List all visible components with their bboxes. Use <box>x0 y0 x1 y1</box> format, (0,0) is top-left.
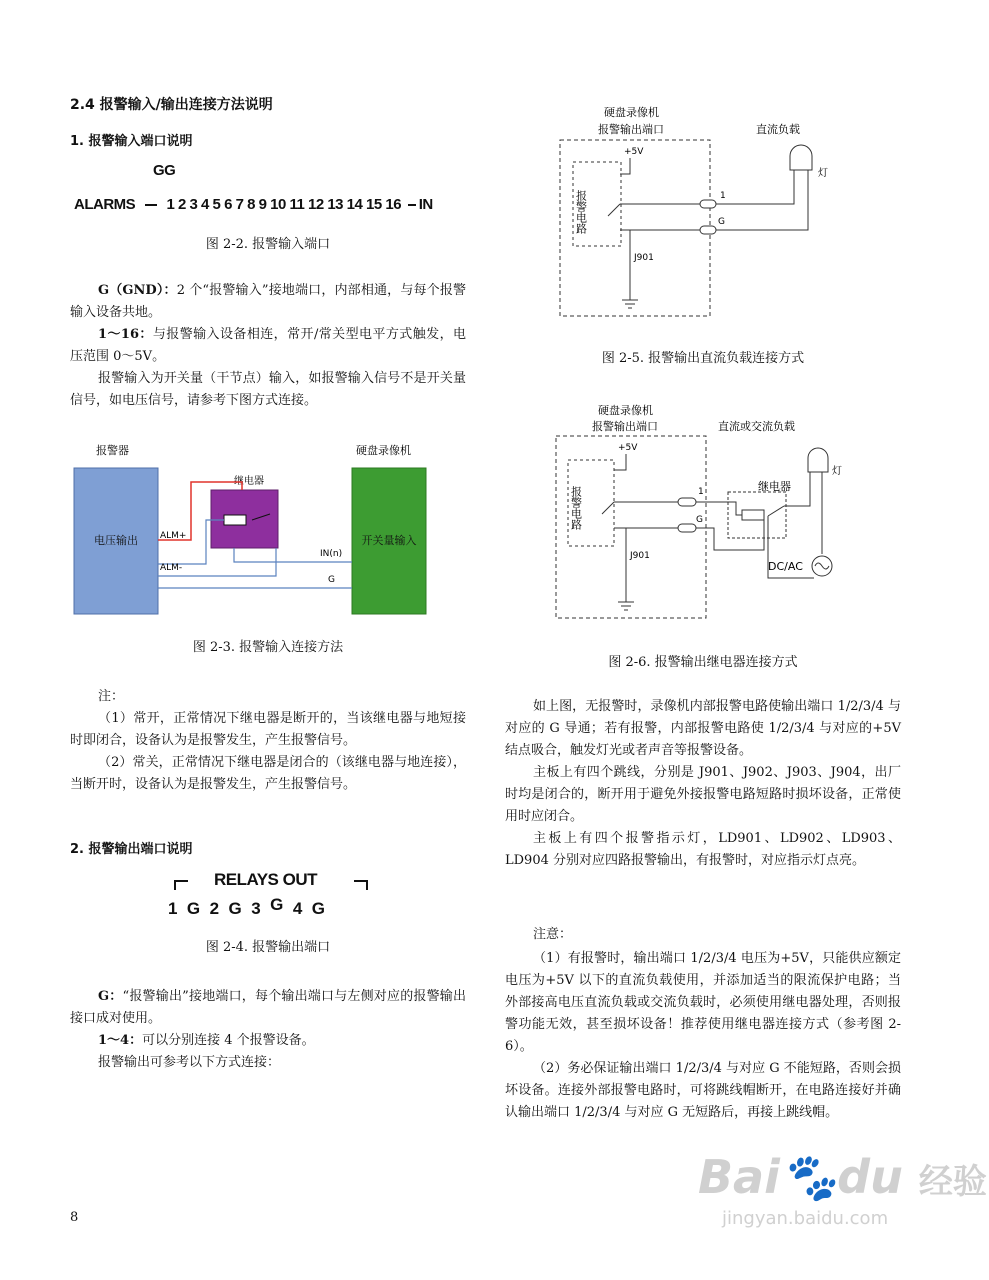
attention-1: （1）有报警时，输出端口 1/2/3/4 电压为+5V，只能供应额定电压为+5V 以下的直流负载使用，并添加适当的限流保护电路；当外部接高电压直流负载或交流负载时，必须使用继电器处理，否则报警功能无效，甚至损坏设备！推荐使用继电器连接方式（参考图 2-6）。 <box>505 951 901 1054</box>
alarm-port-name: ALARMS <box>74 196 136 213</box>
pin-g3: G <box>270 895 284 914</box>
dash-right <box>408 204 416 206</box>
range-desc <box>70 324 466 368</box>
attention-2: （2）务必保证输出端口 1/2/3/4 与对应 G 不能短路，否则会损坏设备。连接外部报警电路时，可将跳线帽断开，在电路连接好并确认输出端口 1/2/3/4 与对应 G 无短路后，再接上跳线帽。 <box>505 1061 901 1120</box>
in-n-label: IN(n) <box>320 549 343 559</box>
load-label: 直流或交流负载 <box>718 420 795 433</box>
baidu-brand: Bai <box>698 1150 780 1204</box>
attention-block <box>505 924 901 1124</box>
right-para-2: 主板上有四个跳线，分别是 J901、J902、J903、J904，出厂时均是闭合的，断开用于避免外接报警电路短路时损坏设备，正常使用时应闭合。 <box>505 765 901 824</box>
fig-2-3-diagram <box>66 440 466 620</box>
v5-wire <box>620 158 630 174</box>
terminal-g <box>678 524 696 532</box>
pin-2: 2 <box>209 899 220 918</box>
terminal-1 <box>700 200 716 208</box>
alarm-port-label <box>74 196 433 213</box>
gout-text: “报警输出”接地端口，每个输出端口与左侧对应的报警输出接口成对使用。 <box>70 989 467 1026</box>
baidu-cn: 经验 <box>918 1162 987 1202</box>
v5-label: +5V <box>618 443 638 453</box>
relay-label: 继电器 <box>234 476 264 487</box>
alarm-device-label: 报警器 <box>96 444 129 457</box>
pin-g4: G <box>311 899 325 918</box>
right-para-3: 主板上有四个报警指示灯，LD901、LD902、LD903、LD904 分别对应四路报警输出，有报警时，对应指示灯点亮。 <box>505 831 901 868</box>
note-2: （2）常关，正常情况下继电器是闭合的（该继电器与地连接），当断开时，设备认为是报警发生，产生报警信号。 <box>70 755 466 792</box>
baidu-watermark <box>698 1150 987 1205</box>
right-text-block <box>505 696 901 872</box>
ref-desc: 报警输出可参考以下方式连接： <box>98 1055 281 1070</box>
alarm-port-numbers: 1 2 3 4 5 6 7 8 9 10 11 12 13 14 15 16 <box>166 196 402 213</box>
section-title: 2.4 报警输入/输出连接方法说明 <box>70 97 273 113</box>
baidu-brand-2: du <box>837 1150 903 1204</box>
fig-2-6-caption: 图 2-6. 报警输出继电器连接方式 <box>608 655 798 670</box>
load-wire-1 <box>716 170 794 204</box>
relay-coil <box>742 510 764 520</box>
terminal-g-label: G <box>696 515 703 525</box>
switch-desc: 报警输入为开关量（干节点）输入，如报警输入信号不是开关量信号，如电压信号，请参考下图方式连接。 <box>70 371 466 408</box>
port-label: 报警输出端口 <box>598 123 664 136</box>
terminal-g <box>700 226 716 234</box>
g-desc <box>70 280 466 324</box>
pin-g1: G <box>186 899 201 918</box>
bracket-right <box>354 880 368 890</box>
input-desc-block <box>70 280 466 412</box>
one-four-term: 1～4： <box>98 1033 143 1048</box>
page-number: 8 <box>70 1210 79 1225</box>
range-term: 1～16： <box>98 327 153 342</box>
dcac-label: DC/AC <box>768 560 803 573</box>
alm-minus-label: ALM- <box>160 563 183 573</box>
fig-2-3-caption: 图 2-3. 报警输入连接方法 <box>192 640 344 655</box>
j901-label: J901 <box>630 551 650 561</box>
relays-out-pins <box>168 895 325 919</box>
lamp-label: 灯 <box>832 466 842 477</box>
one-four-desc <box>70 1030 466 1052</box>
g-term: G（GND）： <box>98 283 177 298</box>
note-title: 注： <box>98 689 125 704</box>
relays-out-title: RELAYS OUT <box>214 870 318 889</box>
coil-wire-1 <box>696 502 742 515</box>
circuit-switch <box>608 204 620 216</box>
pin-g2: G <box>228 899 242 918</box>
relay-switch <box>768 506 784 516</box>
alarm-port-in: IN <box>418 196 433 213</box>
v5-wire <box>614 454 626 470</box>
fig-2-5-caption: 图 2-5. 报警输出直流负载连接方式 <box>601 351 805 366</box>
lamp-icon <box>790 145 812 170</box>
lamp-label: 灯 <box>818 168 828 179</box>
note-1: （1）常开，正常情况下继电器是断开的，当该继电器与地短接时即闭合，设备认为是报警发生，产生报警信号。 <box>70 711 466 748</box>
v5-label: +5V <box>624 147 644 157</box>
gout-desc <box>70 986 466 1030</box>
relay-coil <box>224 515 246 525</box>
dvr-label: 硬盘录像机 <box>604 106 659 119</box>
voltage-output-label: 电压输出 <box>94 534 138 547</box>
fig-2-4-caption: 图 2-4. 报警输出端口 <box>205 940 331 955</box>
alarm-output-subtitle: 2. 报警输出端口说明 <box>70 842 193 857</box>
circuit-switch <box>602 502 614 514</box>
g-text: 2 个“报警输入”接地端口，内部相通，与每个报警输入设备共地。 <box>70 283 466 320</box>
load-label: 直流负载 <box>756 123 800 136</box>
g-label: G <box>328 575 335 585</box>
attention-title: 注意： <box>533 927 573 942</box>
j901-label: J901 <box>634 253 654 263</box>
pin-1: 1 <box>168 899 178 918</box>
terminal-g-label: G <box>718 217 725 227</box>
fig-2-2-caption: 图 2-2. 报警输入端口 <box>205 237 331 252</box>
gout-term: G： <box>98 989 123 1004</box>
circuit-label-1: 报警电路 <box>574 190 588 234</box>
range-text: 与报警输入设备相连，常开/常关型电平方式触发，电压范围 0～5V。 <box>70 327 466 364</box>
lamp-icon <box>808 448 828 472</box>
terminal-1 <box>678 498 696 506</box>
dvr-label: 硬盘录像机 <box>598 404 653 417</box>
terminal-1-label: 1 <box>698 487 704 497</box>
dvr-label: 硬盘录像机 <box>356 444 411 457</box>
note-block <box>70 686 466 796</box>
circuit-label: 报警电路 <box>569 486 583 530</box>
terminal-1-label: 1 <box>720 191 726 201</box>
alm-plus-label: ALM+ <box>160 531 187 541</box>
relay-label: 继电器 <box>758 480 791 493</box>
output-desc-block <box>70 986 466 1074</box>
right-para-1: 如上图，无报警时，录像机内部报警电路使输出端口 1/2/3/4 与对应的 G 导通；若有报警，内部报警电路使 1/2/3/4 与对应的+5V 结点吸合，触发灯光或者声音等报警设备。 <box>505 699 901 758</box>
dash-left <box>145 204 157 206</box>
fig-2-6-diagram <box>548 398 848 624</box>
switch-input-label: 开关量输入 <box>361 534 417 547</box>
fig-2-5-diagram <box>548 100 848 322</box>
paw-icon: 🐾 <box>779 1150 838 1204</box>
baidu-url: jingyan.baidu.com <box>722 1208 889 1229</box>
bracket-left <box>174 880 188 890</box>
pin-4: 4 <box>292 899 303 918</box>
one-four-text: 可以分别连接 4 个报警设备。 <box>142 1033 315 1048</box>
alarm-port-gg: GG <box>153 162 176 179</box>
alarm-input-subtitle: 1. 报警输入端口说明 <box>70 134 193 149</box>
pin-3: 3 <box>251 899 261 918</box>
port-label: 报警输出端口 <box>592 420 658 433</box>
